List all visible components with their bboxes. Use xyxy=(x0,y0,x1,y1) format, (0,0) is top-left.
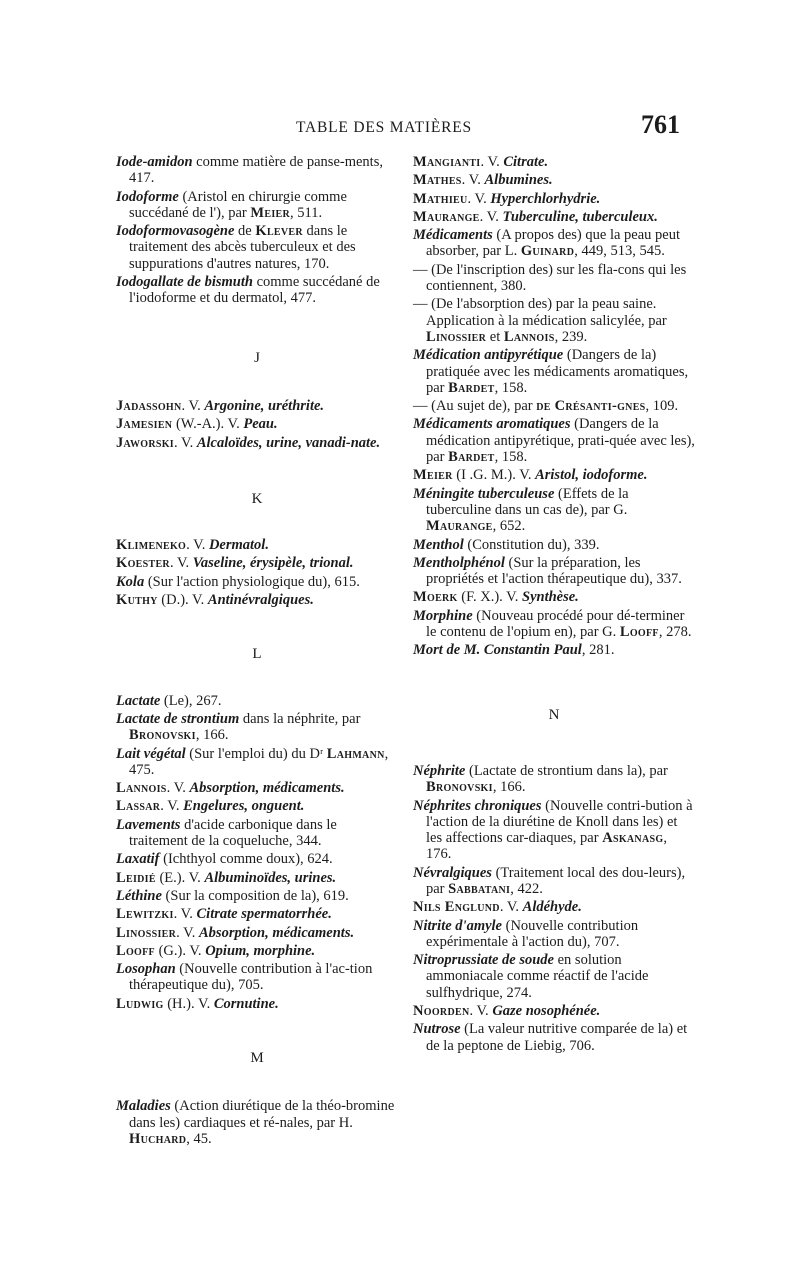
index-entry: Jaworski. V. Alcaloïdes, urine, vanadi-nate. xyxy=(116,434,381,451)
index-entry: Médication antipyrétique (Dangers de la) pratiquée avec les médicaments aromatiques, par Bardet, 158. xyxy=(413,347,689,396)
index-entry: Nutrose (La valeur nutritive comparée de la) et de la peptone de Liebig, 706. xyxy=(413,1021,688,1054)
left-column xyxy=(116,154,398,1149)
index-entry: Néphrites chroniques (Nouvelle contri-bution à l'action de la diurétine de Knoll dans les) et les affections car-diaques, par Askanasg, 176. xyxy=(413,797,693,863)
index-entry: Noorden. V. Gaze nosophénée. xyxy=(413,1003,601,1020)
index-entry: Meier (I .G. M.). V. Aristol, iodoforme. xyxy=(413,467,648,484)
index-entry: Néphrite (Lactate de strontium dans la), par Bronovski, 166. xyxy=(413,762,668,796)
index-entry: Iodoforme (Aristol en chirurgie comme succédané de l'), par Meier, 511. xyxy=(116,188,347,221)
index-entry: Médicaments aromatiques (Dangers de la médication antipyrétique, prati-quée avec les), par Bardet, 158. xyxy=(413,416,695,466)
index-entry: Léthine (Sur la composition de la), 619. xyxy=(116,887,349,904)
index-entry: Lactate de strontium dans la néphrite, par Bronovski, 166. xyxy=(116,710,361,744)
index-entry: Nitroprussiate de soude en solution ammoniacale comme réactif de l'acide sulfhydrique, 274. xyxy=(413,952,649,1001)
index-entry: Morphine (Nouveau procédé pour dé-terminer le contenu de l'opium en), par G. Looff, 278. xyxy=(413,607,692,641)
index-entry: Ludwig (H.). V. Cornutine. xyxy=(116,995,279,1012)
index-entry: Jadassohn. V. Argonine, uréthrite. xyxy=(116,397,325,414)
section-letter-l: L xyxy=(252,646,262,663)
index-entry: Mangianti. V. Citrate. xyxy=(413,154,549,170)
index-entry: Maurange. V. Tuberculine, tuberculeux. xyxy=(413,208,658,225)
index-entry: Mathes. V. Albumines. xyxy=(413,172,553,189)
index-entry: Looff (G.). V. Opium, morphine. xyxy=(116,942,316,959)
index-entry: Médicaments (A propos des) que la peau peut absorber, par L. Guinard, 449, 513, 545. xyxy=(413,227,680,260)
index-entry: Leidié (E.). V. Albuminoïdes, urines. xyxy=(116,869,337,886)
index-entry: — (Au sujet de), par de Crésanti-gnes, 109. xyxy=(413,398,679,415)
index-entry: Maladies (Action diurétique de la théo-bromine dans les) cardiaques et ré-nales, par H. Huchard, 45. xyxy=(116,1098,395,1147)
index-entry: Lewitzki. V. Citrate spermatorrhée. xyxy=(116,906,332,923)
index-entry: Mentholphénol (Sur la préparation, les propriétés et l'action thérapeutique du), 337. xyxy=(413,554,682,588)
index-entry: Lactate (Le), 267. xyxy=(116,692,222,709)
index-entry: Lannois. V. Absorption, médicaments. xyxy=(116,780,345,797)
section-letter-m: M xyxy=(250,1049,264,1066)
section-letter-k: K xyxy=(251,490,263,507)
index-entry: Lait végétal (Sur l'emploi du) du Dʳ Lahmann, 475. xyxy=(116,745,389,778)
running-header: TABLE DES MATIÈRES xyxy=(296,119,472,136)
index-entry: — (De l'inscription des) sur les fla-cons qui les contiennent, 380. xyxy=(413,261,687,295)
index-entry: — (De l'absorption des) par la peau saine. Application à la médication salicylée, par Linossier et Lannois, 239. xyxy=(413,296,667,345)
section-letter-n: N xyxy=(548,706,560,723)
right-column xyxy=(413,154,695,1056)
index-entry: Iode-amidon comme matière de panse-ments, 417. xyxy=(116,154,383,187)
index-entry: Linossier. V. Absorption, médicaments. xyxy=(116,924,355,941)
index-entry: Méningite tuberculeuse (Effets de la tuberculine dans un cas de), par G. Maurange, 652. xyxy=(413,485,629,535)
index-entry: Iodoformovasogène de Klever dans le traitement des abcès tuberculeux et des suppurations d'autres natures, 170. xyxy=(116,223,356,272)
index-entry: Lassar. V. Engelures, onguent. xyxy=(116,798,305,815)
index-entry: Koester. V. Vaseline, érysipèle, trional. xyxy=(116,555,354,572)
index-entry: Losophan (Nouvelle contribution à l'ac-tion thérapeutique du), 705. xyxy=(116,961,373,994)
index-entry: Jamesien (W.-A.). V. Peau. xyxy=(116,416,278,433)
index-entry: Iodogallate de bismuth comme succédané de l'iodoforme et du dermatol, 477. xyxy=(116,274,380,307)
index-entry: Kuthy (D.). V. Antinévralgiques. xyxy=(116,592,314,609)
index-entry: Moerk (F. X.). V. Synthèse. xyxy=(413,589,579,606)
index-entry: Menthol (Constitution du), 339. xyxy=(413,536,600,553)
section-letter-j: J xyxy=(254,349,260,366)
page-number: 761 xyxy=(641,110,680,139)
index-entry: Nils Englund. V. Aldéhyde. xyxy=(413,899,582,916)
index-entry: Lavements d'acide carbonique dans le traitement de la coqueluche, 344. xyxy=(116,816,337,850)
index-entry: Nitrite d'amyle (Nouvelle contribution expérimentale à l'action du), 707. xyxy=(413,917,639,950)
index-entry: Névralgiques (Traitement local des dou-leurs), par Sabbatani, 422. xyxy=(413,864,686,897)
index-entry: Klimeneko. V. Dermatol. xyxy=(116,537,269,554)
index-entry: Kola (Sur l'action physiologique du), 615. xyxy=(116,573,360,590)
index-entry: Laxatif (Ichthyol comme doux), 624. xyxy=(116,851,333,868)
index-entry: Mort de M. Constantin Paul, 281. xyxy=(413,642,615,659)
index-entry: Mathieu. V. Hyperchlorhydrie. xyxy=(413,190,601,207)
